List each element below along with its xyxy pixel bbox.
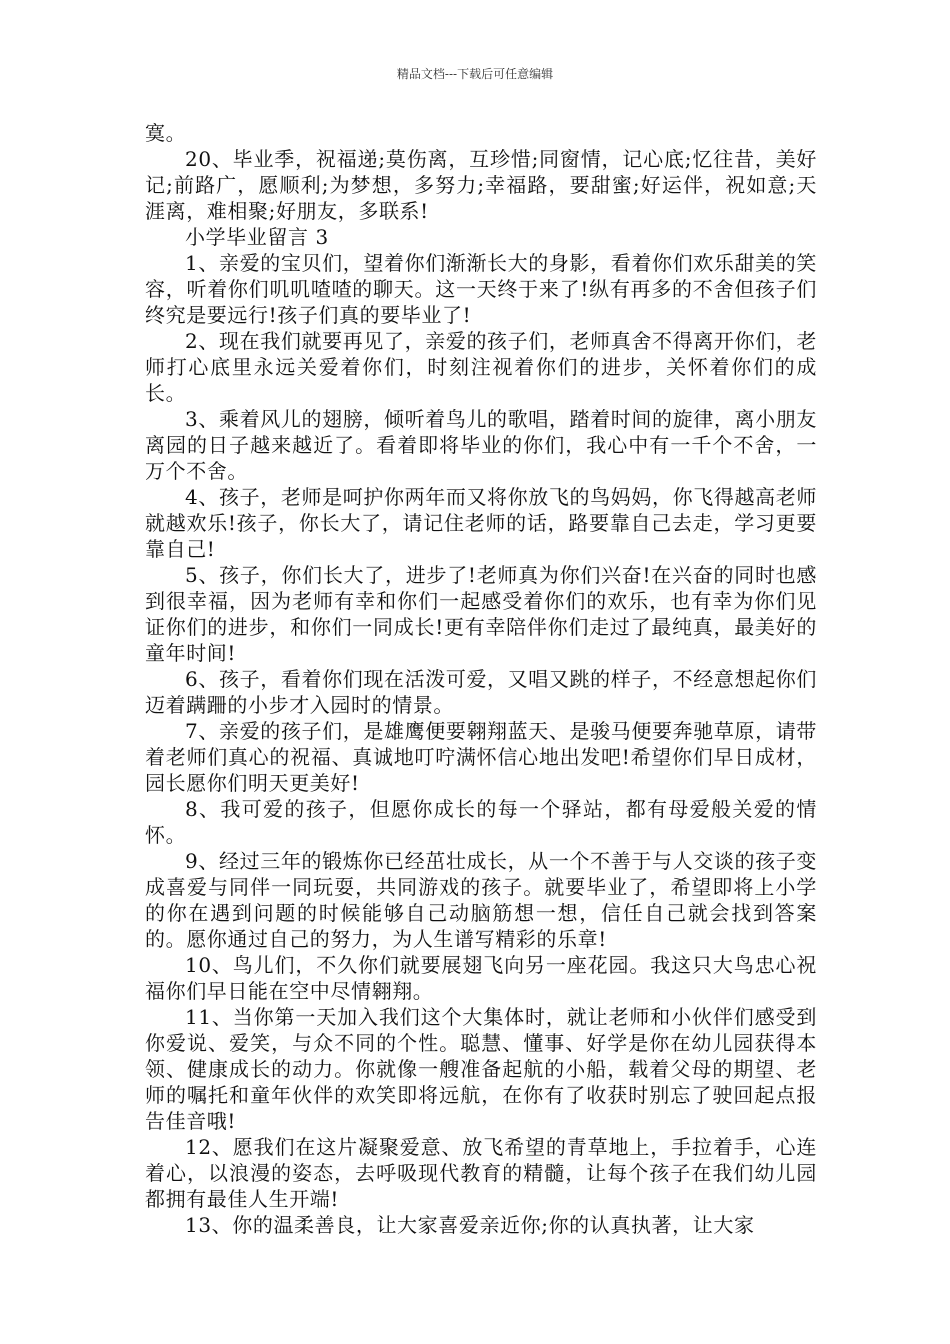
paragraph-item-1: 1、亲爱的宝贝们，望着你们渐渐长大的身影，看着你们欢乐甜美的笑容，听着你们叽叽喳喳的聊天。这一天终于来了!纵有再多的不舍但孩子们终究是要远行!孩子们真的要毕业了!: [145, 251, 817, 327]
paragraph-item-9: 9、经过三年的锻炼你已经茁壮成长，从一个不善于与人交谈的孩子变成喜爱与同伴一同玩耍，共同游戏的孩子。就要毕业了，希望即将上小学的你在遇到问题的时候能够自己动脑筋想一想，信任自己就会找到答案的。愿你通过自己的努力，为人生谱写精彩的乐章!: [145, 849, 817, 951]
section-title: 小学毕业留言 3: [185, 225, 329, 249]
paragraph-item-11: 11、当你第一天加入我们这个大集体时，就让老师和小伙伴们感受到你爱说、爱笑，与众不同的个性。聪慧、懂事、好学是你在幼儿园获得本领、健康成长的动力。你就像一艘准备起航的小船，载着父母的期望、老师的嘱托和童年伙伴的欢笑即将远航，在你有了收获时别忘了驶回起点报告佳音哦!: [145, 1005, 817, 1133]
paragraph-item-8: 8、我可爱的孩子，但愿你成长的每一个驿站，都有母爱般关爱的情怀。: [145, 797, 817, 847]
paragraph-item-12: 12、愿我们在这片凝聚爱意、放飞希望的青草地上，手拉着手，心连着心，以浪漫的姿态，去呼吸现代教育的精髓，让每个孩子在我们幼儿园都拥有最佳人生开端!: [145, 1135, 817, 1211]
paragraph-item-2: 2、现在我们就要再见了，亲爱的孩子们，老师真舍不得离开你们，老师打心底里永远关爱着你们，时刻注视着你们的进步，关怀着你们的成长。: [145, 329, 817, 405]
paragraph-item-3: 3、乘着风儿的翅膀，倾听着鸟儿的歌唱，踏着时间的旋律，离小朋友离园的日子越来越近了。看着即将毕业的你们，我心中有一千个不舍，一万个不舍。: [145, 407, 817, 483]
paragraph-item-20: 20、毕业季，祝福递;莫伤离，互珍惜;同窗情，记心底;忆往昔，美好记;前路广，愿顺利;为梦想，多努力;幸福路，要甜蜜;好运伴，祝如意;天涯离，难相聚;好朋友，多联系!: [145, 147, 817, 223]
paragraph-item-5: 5、孩子，你们长大了，进步了!老师真为你们兴奋!在兴奋的同时也感到很幸福，因为老师有幸和你们一起感受着你们的欢乐，也有幸为你们见证你们的进步，和你们一同成长!更有幸陪伴你们走过了最纯真，最美好的童年时间!: [145, 563, 817, 665]
paragraph-item-13: 13、你的温柔善良，让大家喜爱亲近你;你的认真执著，让大家: [185, 1213, 755, 1237]
paragraph-item-7: 7、亲爱的孩子们，是雄鹰便要翱翔蓝天、是骏马便要奔驰草原，请带着老师们真心的祝福、真诚地叮咛满怀信心地出发吧!希望你们早日成材，园长愿你们明天更美好!: [145, 719, 817, 795]
paragraph-item-6: 6、孩子，看着你们现在活泼可爱，又唱又跳的样子，不经意想起你们迈着蹒跚的小步才入园时的情景。: [145, 667, 817, 717]
page-header: 精品文档---下载后可任意编辑: [396, 67, 554, 81]
paragraph-item-10: 10、鸟儿们，不久你们就要展翅飞向另一座花园。我这只大鸟忠心祝福你们早日能在空中尽情翱翔。: [145, 953, 817, 1003]
document-body: [145, 120, 817, 1238]
paragraph-continuation: 寞。: [145, 121, 187, 145]
paragraph-item-4: 4、孩子，老师是呵护你两年而又将你放飞的鸟妈妈，你飞得越高老师就越欢乐!孩子，你长大了，请记住老师的话，路要靠自己去走，学习更要靠自己!: [145, 485, 817, 561]
